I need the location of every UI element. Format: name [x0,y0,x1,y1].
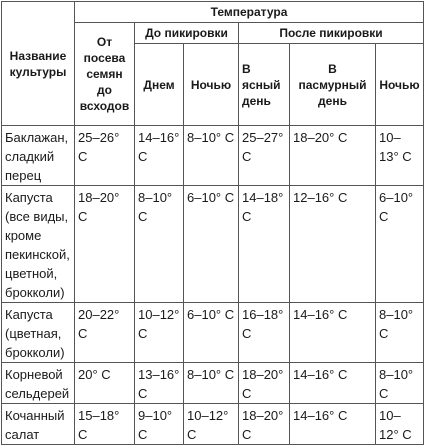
cell-before-night: 8–10° С [184,363,239,404]
header-after-cloudy: В пасмурный день [290,44,376,126]
cell-after-sunny: 18–20° С [239,363,290,404]
table-row [2,186,424,303]
cell-before-day: 10–12° С [135,303,184,363]
cell-after-sunny: 16–18° С [239,303,290,363]
cell-sowing: 20° С [75,363,135,404]
table-row [2,404,424,445]
header-before-night: Ночью [184,44,239,126]
cell-after-cloudy: 14–16° С [290,363,376,404]
cell-before-day: 8–10° С [135,186,184,303]
cell-crop: Капуста (все виды, кроме пекинской, цветной, брокколи) [2,186,75,303]
cell-sowing: 25–26° С [75,126,135,186]
header-temperature: Температура [75,2,424,23]
cell-after-cloudy: 12–16° С [290,186,376,303]
cell-after-night: 10–12° С [376,404,424,445]
header-crop: Название культуры [2,2,75,126]
cell-after-night: 8–10° С [376,303,424,363]
cell-crop: Кочанный салат [2,404,75,445]
cell-after-cloudy: 14–16° С [290,404,376,445]
cell-after-sunny: 18–20° С [239,404,290,445]
cell-before-night: 8–10° С [184,126,239,186]
cell-after-night: 10–13° С [376,126,424,186]
cell-crop: Капуста (цветная, брокколи) [2,303,75,363]
cell-sowing: 15–18° С [75,404,135,445]
cell-after-cloudy: 14–16° С [290,303,376,363]
cell-crop: Баклажан, сладкий перец [2,126,75,186]
cell-before-night: 10–12° С [184,404,239,445]
cell-before-night: 6–10° С [184,186,239,303]
cell-sowing: 20–22° С [75,303,135,363]
cell-crop: Корневой сельдерей [2,363,75,404]
cell-sowing: 18–20° С [75,186,135,303]
temperature-table [1,1,424,445]
table-row [2,363,424,404]
cell-before-night: 6–10° С [184,303,239,363]
cell-after-cloudy: 18–20° С [290,126,376,186]
header-sowing: От посева семян до всходов [75,23,135,126]
header-after-picking: После пикировки [239,23,424,44]
header-after-night: Ночью [376,44,424,126]
cell-after-sunny: 25–27° С [239,126,290,186]
cell-before-day: 14–16° С [135,126,184,186]
table-row [2,126,424,186]
cell-after-night: 8–10° С [376,363,424,404]
cell-after-sunny: 14–18° С [239,186,290,303]
table-row [2,303,424,363]
header-before-day: Днем [135,44,184,126]
header-before-picking: До пикировки [135,23,239,44]
header-after-sunny: В ясный день [239,44,290,126]
cell-after-night: 6–10° С [376,186,424,303]
cell-before-day: 13–16° С [135,363,184,404]
cell-before-day: 9–10° С [135,404,184,445]
